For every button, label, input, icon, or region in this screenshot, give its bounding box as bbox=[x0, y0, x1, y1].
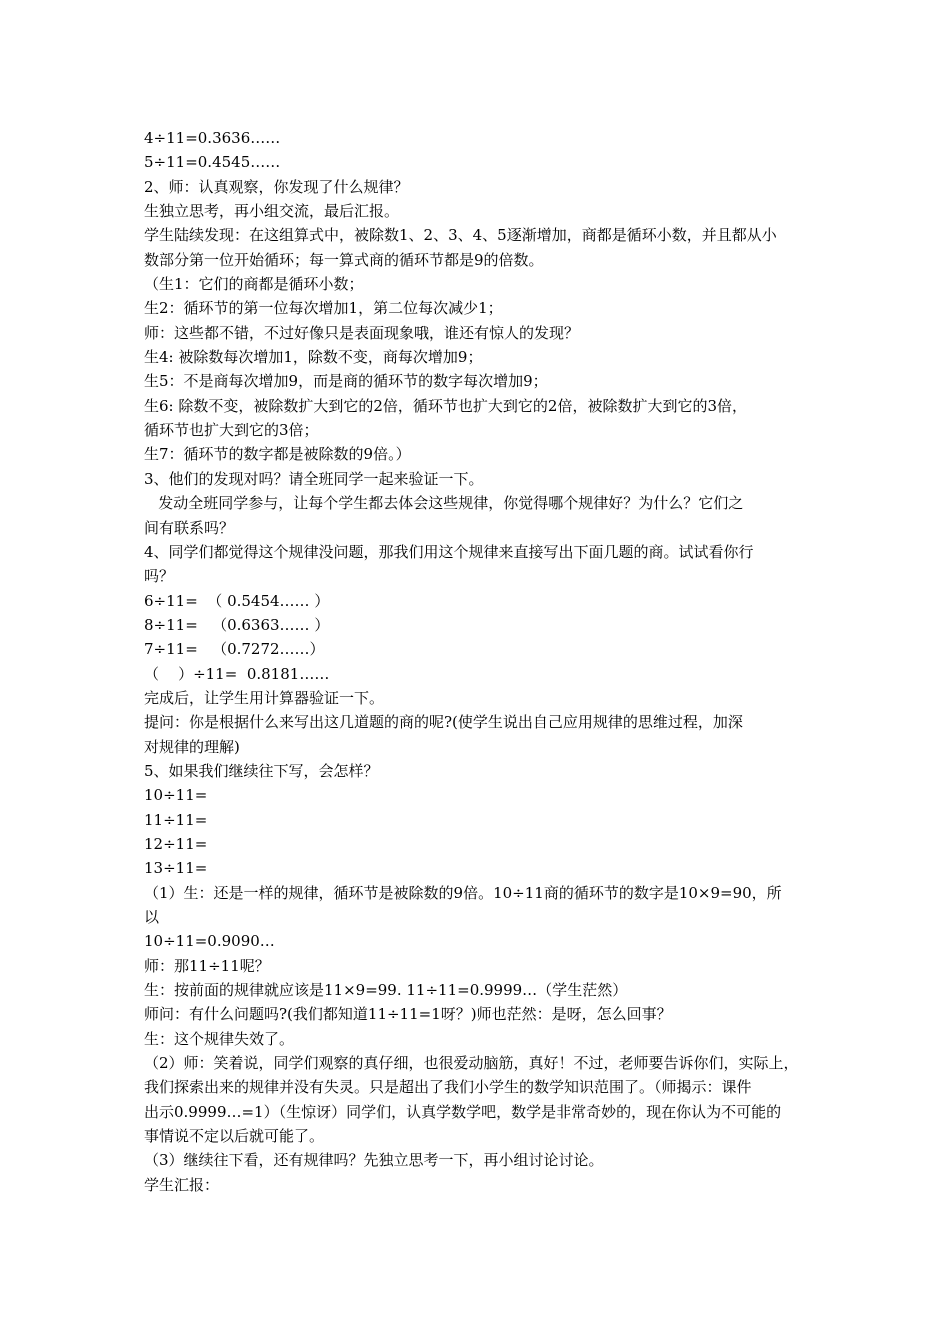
text-line: 吗？ bbox=[144, 567, 175, 586]
text-line: 生6: 除数不变，被除数扩大到它的2倍，循环节也扩大到它的2倍，被除数扩大到它的3倍， bbox=[144, 396, 747, 415]
text-line: （1）生：还是一样的规律，循环节是被除数的9倍。10÷11商的循环节的数字是10×9=90，所 bbox=[144, 883, 782, 902]
text-line: 13÷11= bbox=[144, 859, 208, 878]
text-line: 生独立思考，再小组交流，最后汇报。 bbox=[144, 202, 400, 221]
text-line: 学生汇报： bbox=[144, 1175, 220, 1194]
text-line: 生：按前面的规律就应该是11×9=99. 11÷11=0.9999…（学生茫然） bbox=[144, 981, 628, 1000]
text-line: 11÷11= bbox=[144, 810, 208, 829]
text-line: 8÷11= （0.6363…… ） bbox=[144, 615, 330, 634]
text-line: （生1：它们的商都是循环小数； bbox=[144, 275, 364, 294]
text-line: 师：这些都不错，不过好像只是表面现象哦，谁还有惊人的发现？ bbox=[144, 323, 580, 342]
text-line: 发动全班同学参与，让每个学生都去体会这些规律，你觉得哪个规律好？为什么？它们之 bbox=[144, 494, 744, 513]
document-body bbox=[144, 126, 816, 1197]
text-line: 7÷11= （0.7272……） bbox=[144, 640, 325, 659]
text-line: 生4: 被除数每次增加1，除数不变，商每次增加9； bbox=[144, 348, 483, 367]
text-line: 循环节也扩大到它的3倍； bbox=[144, 421, 319, 440]
text-line: 12÷11= bbox=[144, 834, 208, 853]
text-line: 10÷11= bbox=[144, 786, 208, 805]
text-line: （2）师：笑着说，同学们观察的真仔细，也很爱动脑筋，真好！不过，老师要告诉你们，实际上， bbox=[144, 1054, 799, 1073]
text-line: 师：那11÷11呢？ bbox=[144, 956, 270, 975]
text-line: 10÷11=0.9090… bbox=[144, 932, 275, 951]
text-line: 5、如果我们继续往下写，会怎样？ bbox=[144, 761, 379, 780]
text-line: 对规律的理解) bbox=[144, 737, 240, 756]
text-line: （ ）÷11= 0.8181…… bbox=[144, 664, 330, 683]
text-line: 提问：你是根据什么来写出这几道题的商的呢?(使学生说出自己应用规律的思维过程，加深 bbox=[144, 713, 743, 732]
text-line: 3、他们的发现对吗？请全班同学一起来验证一下。 bbox=[144, 469, 484, 488]
text-line: 4÷11=0.3636…… bbox=[144, 129, 281, 147]
text-line: 数部分第一位开始循环；每一算式商的循环节都是9的倍数。 bbox=[144, 250, 544, 269]
text-line: 我们探索出来的规律并没有失灵。只是超出了我们小学生的数学知识范围了。（师揭示：课件 bbox=[144, 1078, 752, 1097]
text-line: 间有联系吗？ bbox=[144, 518, 235, 537]
text-line: 以 bbox=[144, 908, 160, 926]
text-line: 生7：循环节的数字都是被除数的9倍。） bbox=[144, 445, 411, 464]
text-line: 4、同学们都觉得这个规律没问题，那我们用这个规律来直接写出下面几题的商。试试看你行 bbox=[144, 542, 754, 561]
text-line: 完成后，让学生用计算器验证一下。 bbox=[144, 688, 385, 707]
text-line: 生5：不是商每次增加9，而是商的循环节的数字每次增加9； bbox=[144, 372, 548, 391]
text-line: 出示0.9999…=1）（生惊讶）同学们，认真学数学吧，数学是非常奇妙的，现在你认为不可能的 bbox=[144, 1102, 782, 1121]
text-line: 5÷11=0.4545…… bbox=[144, 153, 281, 172]
text-line: 6÷11= （ 0.5454…… ） bbox=[144, 591, 330, 610]
text-line: 学生陆续发现：在这组算式中，被除数1、2、3、4、5逐渐增加，商都是循环小数，并且都从小 bbox=[144, 226, 777, 245]
text-line: 生2：循环节的第一位每次增加1，第二位每次减少1； bbox=[144, 299, 503, 318]
text-line: 师问：有什么问题吗?(我们都知道11÷11=1呀？)师也茫然：是呀，怎么回事？ bbox=[144, 1005, 672, 1024]
text-line: （3）继续往下看，还有规律吗？先独立思考一下，再小组讨论讨论。 bbox=[144, 1151, 604, 1170]
text-line: 事情说不定以后就可能了。 bbox=[144, 1127, 325, 1146]
text-line: 生：这个规律失效了。 bbox=[144, 1029, 295, 1048]
text-line: 2、师：认真观察，你发现了什么规律？ bbox=[144, 177, 409, 196]
